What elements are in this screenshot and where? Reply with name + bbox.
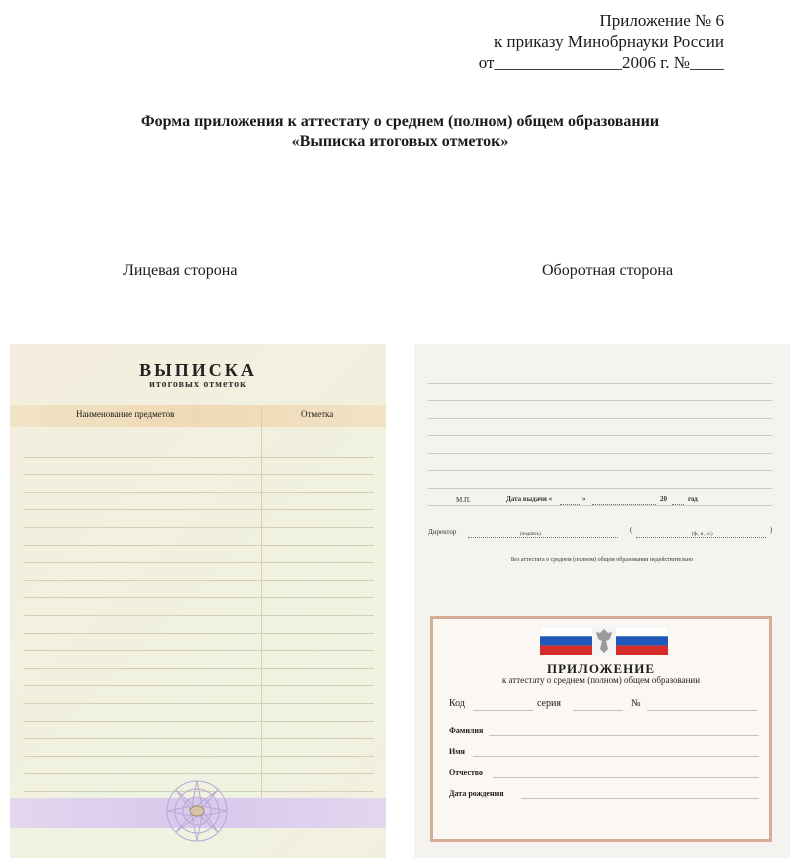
- ruled-line: [24, 651, 374, 669]
- stamp-place-label: М.П.: [456, 496, 471, 504]
- issue-year-suffix: год: [688, 495, 698, 503]
- order-line-3: от_______________2006 г. №____: [478, 53, 724, 72]
- blank-lines: [428, 366, 772, 506]
- order-reference: [479, 10, 724, 73]
- column-header-subject: Наименование предметов: [76, 409, 175, 419]
- ruled-line: [24, 581, 374, 599]
- patronymic-label: Отчество: [449, 768, 484, 777]
- ruled-line: [24, 704, 374, 722]
- front-heading: [10, 360, 386, 390]
- ruled-line: [428, 454, 772, 472]
- front-side-form: [10, 344, 386, 858]
- ruled-line: [428, 436, 772, 454]
- ruled-line: [24, 722, 374, 740]
- ruled-line: [24, 634, 374, 652]
- issue-year-line: [672, 503, 684, 505]
- ruled-line: [24, 493, 374, 511]
- fio-hint: (ф., и., о.): [692, 532, 713, 537]
- ruled-line: [428, 366, 772, 384]
- name-label: Имя: [449, 747, 465, 756]
- ruled-line: [24, 757, 374, 775]
- paren-close: ): [770, 526, 773, 534]
- director-signature-line: [468, 536, 618, 538]
- ruled-line: [24, 546, 374, 564]
- paren-open: (: [630, 526, 633, 534]
- order-line-2: к приказу Минобрнауки России: [494, 32, 724, 51]
- issue-month-line: [592, 503, 656, 505]
- kod-label: Код: [449, 698, 465, 709]
- surname-line: [489, 734, 759, 736]
- kod-line: [473, 709, 533, 711]
- ruled-line: [24, 528, 374, 546]
- ruled-line: [24, 616, 374, 634]
- ruled-line: [24, 739, 374, 757]
- front-heading-subtitle: итоговых отметок: [149, 379, 247, 390]
- front-side-label: Лицевая сторона: [123, 262, 238, 279]
- ruled-line: [428, 419, 772, 437]
- ruled-line: [428, 471, 772, 489]
- number-line: [647, 709, 757, 711]
- russian-flag-with-coat-of-arms-icon: [540, 627, 668, 655]
- issue-day-line: [560, 503, 580, 505]
- birth-date-line: [521, 797, 759, 799]
- ruled-line: [428, 384, 772, 402]
- back-side-label: Оборотная сторона: [542, 262, 674, 279]
- ruled-line: [24, 598, 374, 616]
- number-label: №: [631, 698, 641, 709]
- birth-date-label: Дата рождения: [449, 789, 504, 798]
- validity-note: Без аттестата о среднем (полном) общем образовании недействительно: [510, 557, 694, 563]
- ruled-line: [24, 475, 374, 493]
- ruled-line: [24, 458, 374, 476]
- patronymic-line: [493, 776, 759, 778]
- seria-label: серия: [537, 698, 561, 709]
- issue-date-quote: »: [582, 495, 586, 503]
- ruled-line: [24, 440, 374, 458]
- rosette-emblem-icon: [162, 776, 232, 846]
- order-line-1: Приложение № 6: [599, 11, 724, 30]
- ruled-line: [24, 686, 374, 704]
- name-line: [473, 755, 759, 757]
- seria-line: [573, 709, 623, 711]
- form-title: [0, 112, 800, 152]
- column-header-mark: Отметка: [301, 409, 334, 419]
- form-title-line-2: «Выписка итоговых отметок»: [291, 133, 509, 150]
- appendix-subtitle: к аттестату о среднем (полном) общем образовании: [501, 675, 701, 685]
- front-heading-title: ВЫПИСКА: [139, 360, 257, 380]
- back-side-form: [414, 344, 790, 858]
- ruled-line: [24, 669, 374, 687]
- ruled-line: [428, 401, 772, 419]
- issue-year-prefix: 20: [660, 495, 667, 503]
- appendix-title: ПРИЛОЖЕНИЕ: [546, 661, 656, 676]
- issue-date-label: Дата выдачи «: [506, 495, 553, 503]
- ruled-line: [24, 563, 374, 581]
- ruled-line: [24, 510, 374, 528]
- surname-label: Фамилия: [449, 726, 484, 735]
- signature-hint: (подпись): [520, 532, 541, 537]
- director-label: Директор: [428, 528, 457, 536]
- form-title-line-1: Форма приложения к аттестату о среднем (полном) общем образовании: [140, 113, 660, 130]
- subject-rows: [24, 440, 374, 827]
- appendix-frame: [430, 616, 772, 842]
